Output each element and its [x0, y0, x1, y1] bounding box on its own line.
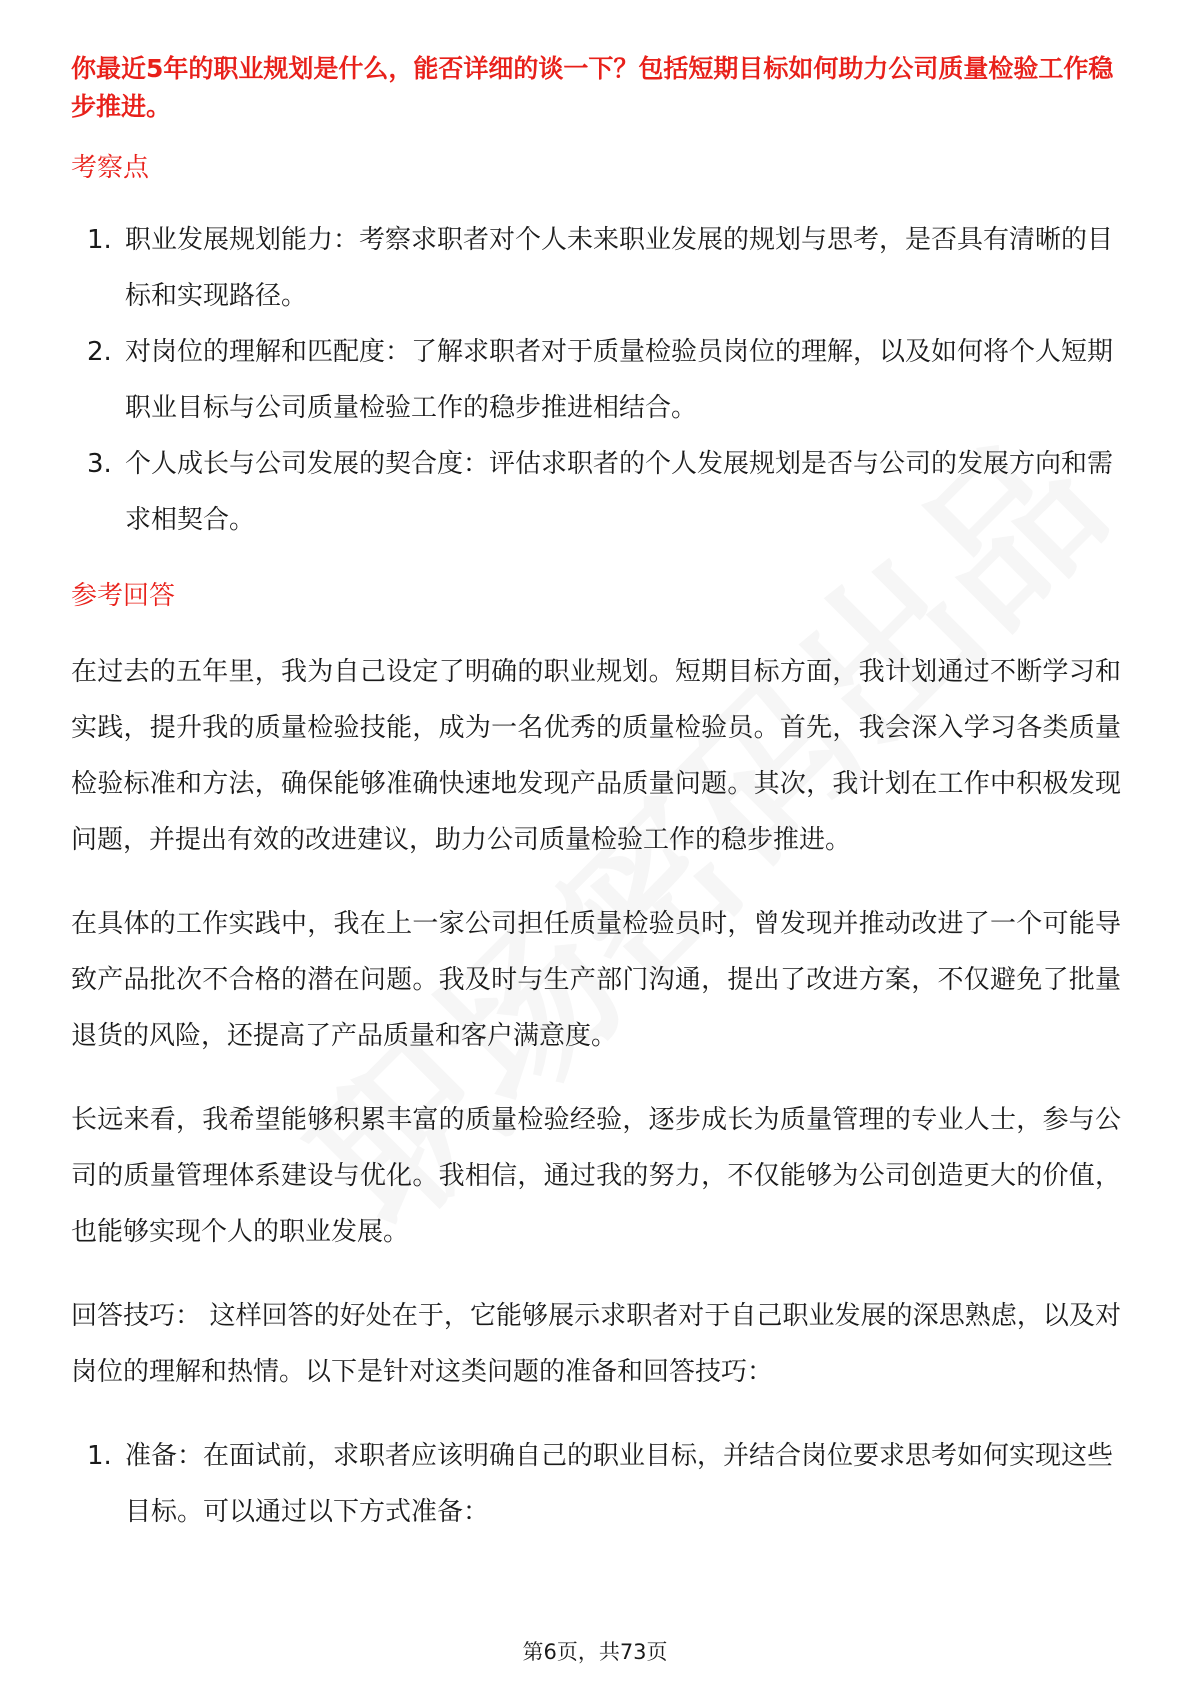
section-heading-cankao: 参考回答: [71, 581, 176, 611]
list-item-number: 3.: [87, 449, 112, 479]
list-item-text: 对岗位的理解和匹配度：了解求职者对于质量检验员岗位的理解，以及如何将个人短期职业目标与公司质量检验工作的稳步推进相结合。: [125, 337, 1114, 423]
list-item: [71, 324, 1121, 436]
list-item: [71, 436, 1121, 548]
answer-paragraph: 在具体的工作实践中，我在上一家公司担任质量检验员时，曾发现并推动改进了一个可能导致产品批次不合格的潜在问题。我及时与生产部门沟通，提出了改进方案，不仅避免了批量退货的风险，还提高了产品质量和客户满意度。: [71, 909, 1121, 1051]
question-title: 你最近5年的职业规划是什么，能否详细的谈一下？包括短期目标如何助力公司质量检验工作稳步推进。: [71, 54, 1114, 121]
tips-paragraph: 回答技巧： 这样回答的好处在于，它能够展示求职者对于自己职业发展的深思熟虑，以及对岗位的理解和热情。以下是针对这类问题的准备和回答技巧：: [71, 1301, 1121, 1387]
list-item: [71, 1428, 1121, 1540]
list-item-number: 2.: [87, 337, 112, 367]
page-number-footer: 第6页，共73页: [522, 1640, 668, 1664]
kaochadian-list: [71, 212, 1121, 548]
section-heading-kaochadian: 考察点: [71, 153, 150, 183]
list-item-text: 职业发展规划能力：考察求职者对个人未来职业发展的规划与思考，是否具有清晰的目标和实现路径。: [125, 225, 1114, 311]
document-content: [71, 50, 1121, 1540]
list-item-number: 1.: [87, 1441, 112, 1471]
answer-paragraph: 长远来看，我希望能够积累丰富的质量检验经验，逐步成长为质量管理的专业人士，参与公司的质量管理体系建设与优化。我相信，通过我的努力，不仅能够为公司创造更大的价值，也能够实现个人的职业发展。: [71, 1105, 1121, 1247]
tips-list: [71, 1428, 1121, 1540]
list-item-text: 准备：在面试前，求职者应该明确自己的职业目标，并结合岗位要求思考如何实现这些目标。可以通过以下方式准备：: [125, 1441, 1114, 1527]
answer-paragraph: 在过去的五年里，我为自己设定了明确的职业规划。短期目标方面，我计划通过不断学习和实践，提升我的质量检验技能，成为一名优秀的质量检验员。首先，我会深入学习各类质量检验标准和方法，确保能够准确快速地发现产品质量问题。其次，我计划在工作中积极发现问题，并提出有效的改进建议，助力公司质量检验工作的稳步推进。: [71, 657, 1121, 855]
list-item-number: 1.: [87, 225, 112, 255]
list-item: [71, 212, 1121, 324]
list-item-text: 个人成长与公司发展的契合度：评估求职者的个人发展规划是否与公司的发展方向和需求相契合。: [125, 449, 1114, 535]
